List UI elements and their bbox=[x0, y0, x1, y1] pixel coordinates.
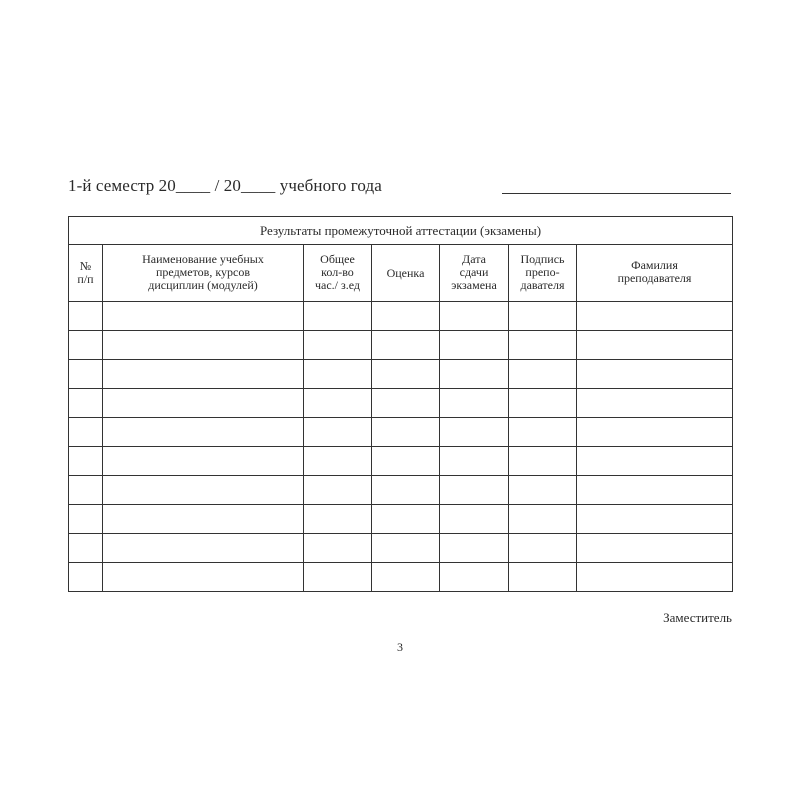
table-cell[interactable] bbox=[577, 563, 733, 592]
table-cell[interactable] bbox=[69, 505, 103, 534]
table-cell[interactable] bbox=[372, 534, 440, 563]
table-cell[interactable] bbox=[509, 331, 577, 360]
table-cell[interactable] bbox=[69, 563, 103, 592]
table-cell[interactable] bbox=[509, 447, 577, 476]
semester-heading: 1-й семестр 20____ / 20____ учебного года bbox=[68, 176, 382, 195]
table-cell[interactable] bbox=[372, 505, 440, 534]
table-cell[interactable] bbox=[304, 302, 372, 331]
table-cell[interactable] bbox=[577, 389, 733, 418]
exam-results-table bbox=[68, 216, 733, 592]
table-cell[interactable] bbox=[577, 447, 733, 476]
table-cell[interactable] bbox=[69, 360, 103, 389]
table-cell[interactable] bbox=[509, 534, 577, 563]
table-cell[interactable] bbox=[440, 534, 509, 563]
column-header-teacher-signature: Подпись препо- давателя bbox=[509, 245, 577, 302]
table-cell[interactable] bbox=[509, 389, 577, 418]
column-header-number: № п/п bbox=[69, 245, 103, 302]
table-cell[interactable] bbox=[372, 418, 440, 447]
table-cell[interactable] bbox=[103, 505, 304, 534]
table-cell[interactable] bbox=[372, 563, 440, 592]
table-cell[interactable] bbox=[509, 302, 577, 331]
table-cell[interactable] bbox=[69, 331, 103, 360]
table-cell[interactable] bbox=[372, 360, 440, 389]
table-cell[interactable] bbox=[577, 418, 733, 447]
table-cell[interactable] bbox=[440, 302, 509, 331]
table-cell[interactable] bbox=[509, 563, 577, 592]
table-cell[interactable] bbox=[440, 476, 509, 505]
table-cell[interactable] bbox=[103, 447, 304, 476]
table-cell[interactable] bbox=[103, 476, 304, 505]
table-cell[interactable] bbox=[440, 360, 509, 389]
page-number: 3 bbox=[397, 640, 403, 654]
table-cell[interactable] bbox=[577, 505, 733, 534]
table-cell[interactable] bbox=[103, 534, 304, 563]
table-row bbox=[69, 302, 733, 331]
table-cell[interactable] bbox=[304, 447, 372, 476]
table-cell[interactable] bbox=[509, 505, 577, 534]
table-cell[interactable] bbox=[304, 418, 372, 447]
table-cell[interactable] bbox=[372, 389, 440, 418]
table-cell[interactable] bbox=[440, 563, 509, 592]
table-cell[interactable] bbox=[440, 389, 509, 418]
table-cell[interactable] bbox=[440, 505, 509, 534]
table-row bbox=[69, 505, 733, 534]
table-cell[interactable] bbox=[577, 534, 733, 563]
table-cell[interactable] bbox=[69, 447, 103, 476]
table-cell[interactable] bbox=[304, 505, 372, 534]
table-cell[interactable] bbox=[509, 418, 577, 447]
table-row bbox=[69, 534, 733, 563]
table-cell[interactable] bbox=[304, 563, 372, 592]
column-header-teacher-surname: Фамилия преподавателя bbox=[577, 245, 733, 302]
table-cell[interactable] bbox=[509, 476, 577, 505]
column-header-exam-date: Дата сдачи экзамена bbox=[440, 245, 509, 302]
table-cell[interactable] bbox=[103, 389, 304, 418]
deputy-signature-label: Заместитель bbox=[663, 610, 732, 625]
table-row bbox=[69, 360, 733, 389]
column-header-grade: Оценка bbox=[372, 245, 440, 302]
table-cell[interactable] bbox=[372, 447, 440, 476]
table-cell[interactable] bbox=[103, 360, 304, 389]
table-cell[interactable] bbox=[304, 389, 372, 418]
table-header-row bbox=[69, 245, 733, 302]
table-cell[interactable] bbox=[69, 302, 103, 331]
table-row bbox=[69, 447, 733, 476]
table-cell[interactable] bbox=[372, 476, 440, 505]
table-cell[interactable] bbox=[69, 418, 103, 447]
table-cell[interactable] bbox=[372, 331, 440, 360]
table-cell[interactable] bbox=[577, 331, 733, 360]
table-cell[interactable] bbox=[69, 534, 103, 563]
table-cell[interactable] bbox=[69, 476, 103, 505]
table-cell[interactable] bbox=[304, 331, 372, 360]
table-cell[interactable] bbox=[440, 418, 509, 447]
column-header-subject: Наименование учебных предметов, курсов дисциплин (модулей) bbox=[103, 245, 304, 302]
table-row bbox=[69, 563, 733, 592]
table-cell[interactable] bbox=[304, 534, 372, 563]
table-cell[interactable] bbox=[509, 360, 577, 389]
table-cell[interactable] bbox=[372, 302, 440, 331]
table-cell[interactable] bbox=[440, 331, 509, 360]
table-row bbox=[69, 418, 733, 447]
table-row bbox=[69, 389, 733, 418]
table-cell[interactable] bbox=[103, 302, 304, 331]
column-header-hours: Общее кол-во час./ з.ед bbox=[304, 245, 372, 302]
table-cell[interactable] bbox=[304, 476, 372, 505]
table-cell[interactable] bbox=[69, 389, 103, 418]
table-title: Результаты промежуточной аттестации (экзамены) bbox=[69, 217, 733, 245]
table-cell[interactable] bbox=[577, 476, 733, 505]
table-cell[interactable] bbox=[103, 331, 304, 360]
table-row bbox=[69, 476, 733, 505]
table-cell[interactable] bbox=[577, 302, 733, 331]
table-cell[interactable] bbox=[304, 360, 372, 389]
signature-underline bbox=[502, 193, 731, 194]
table-row bbox=[69, 331, 733, 360]
table-cell[interactable] bbox=[440, 447, 509, 476]
table-cell[interactable] bbox=[103, 563, 304, 592]
table-cell[interactable] bbox=[103, 418, 304, 447]
table-cell[interactable] bbox=[577, 360, 733, 389]
